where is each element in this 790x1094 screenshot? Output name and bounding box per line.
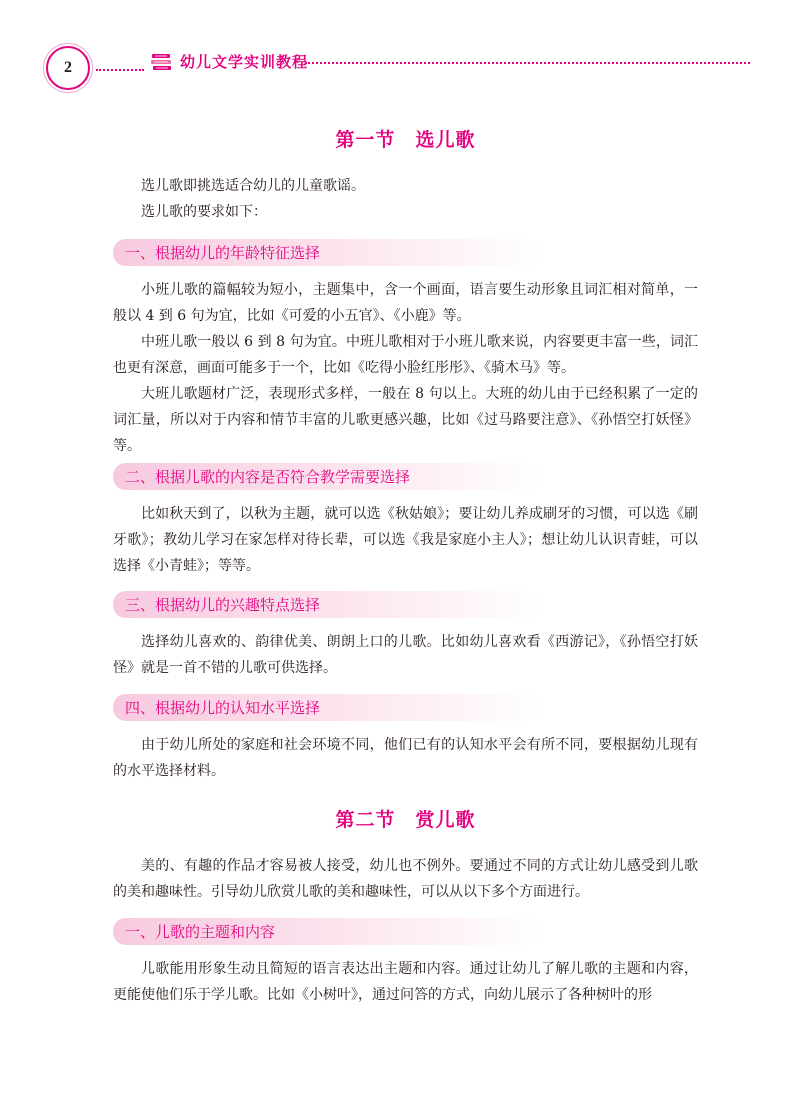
subsection-heading-bar xyxy=(113,463,543,490)
header-dotted-line-right xyxy=(305,62,750,64)
page-number: 2 xyxy=(46,46,90,90)
subsection-heading-bar xyxy=(113,694,543,721)
paragraph: 中班儿歌一般以 6 到 8 句为宜。中班儿歌相对于小班儿歌来说，内容要更丰富一些，词汇也更有深意，画面可能多于一个，比如《吃得小脸红彤彤》、《骑木马》等。 xyxy=(113,334,698,376)
section2-intro: 美的、有趣的作品才容易被人接受，幼儿也不例外。要通过不同的方式让幼儿感受到儿歌的美和趣味性。引导幼儿欣赏儿歌的美和趣味性，可以从以下多个方面进行。 xyxy=(113,858,698,900)
section1-intro-1: 选儿歌即挑选适合幼儿的儿童歌谣。 xyxy=(141,178,365,194)
subsection-heading: 一、根据幼儿的年龄特征选择 xyxy=(125,244,321,262)
subsection-heading-bar xyxy=(113,239,543,266)
subsection-heading-bar xyxy=(113,918,543,945)
paragraph: 选择幼儿喜欢的、韵律优美、朗朗上口的儿歌。比如幼儿喜欢看《西游记》，《孙悟空打妖怪》就是一首不错的儿歌可供选择。 xyxy=(113,634,698,676)
subsection-heading: 三、根据幼儿的兴趣特点选择 xyxy=(125,596,321,614)
subsection-heading: 一、儿歌的主题和内容 xyxy=(125,923,276,941)
section-title-1: 第一节 选儿歌 xyxy=(335,129,476,151)
subsection-heading: 四、根据幼儿的认知水平选择 xyxy=(125,699,321,717)
subsection-heading-bar xyxy=(113,591,543,618)
paragraph: 大班儿歌题材广泛，表现形式多样，一般在 8 句以上。大班的幼儿由于已经积累了一定的词汇量，所以对于内容和情节丰富的儿歌更感兴趣，比如《过马路要注意》、《孙悟空打妖怪》等。 xyxy=(113,386,698,454)
book-title: 幼儿文学实训教程 xyxy=(180,53,309,71)
header-dotted-line-left xyxy=(96,69,144,71)
paragraph: 由于幼儿所处的家庭和社会环境不同，他们已有的认知水平会有所不同，要根据幼儿现有的水平选择材料。 xyxy=(113,737,698,779)
paragraph: 小班儿歌的篇幅较为短小，主题集中，含一个画面，语言要生动形象且词汇相对简单，一般以 4 到 6 句为宜，比如《可爱的小五官》、《小鹿》等。 xyxy=(113,282,698,324)
page-header xyxy=(0,0,790,100)
section-title-2: 第二节 赏儿歌 xyxy=(335,809,476,831)
paragraph: 儿歌能用形象生动且简短的语言表达出主题和内容。通过让幼儿了解儿歌的主题和内容，更能使他们乐于学儿歌。比如《小树叶》，通过问答的方式，向幼儿展示了各种树叶的形 xyxy=(113,961,698,1003)
section1-intro-2: 选儿歌的要求如下： xyxy=(141,204,267,220)
subsection-heading: 二、根据儿歌的内容是否符合教学需要选择 xyxy=(125,468,411,486)
books-stack-icon xyxy=(150,52,174,72)
paragraph: 比如秋天到了，以秋为主题，就可以选《秋姑娘》；要让幼儿养成刷牙的习惯，可以选《刷牙歌》；教幼儿学习在家怎样对待长辈，可以选《我是家庭小主人》；想让幼儿认识青蛙，可以选择《小青蛙》；等等。 xyxy=(113,506,698,574)
